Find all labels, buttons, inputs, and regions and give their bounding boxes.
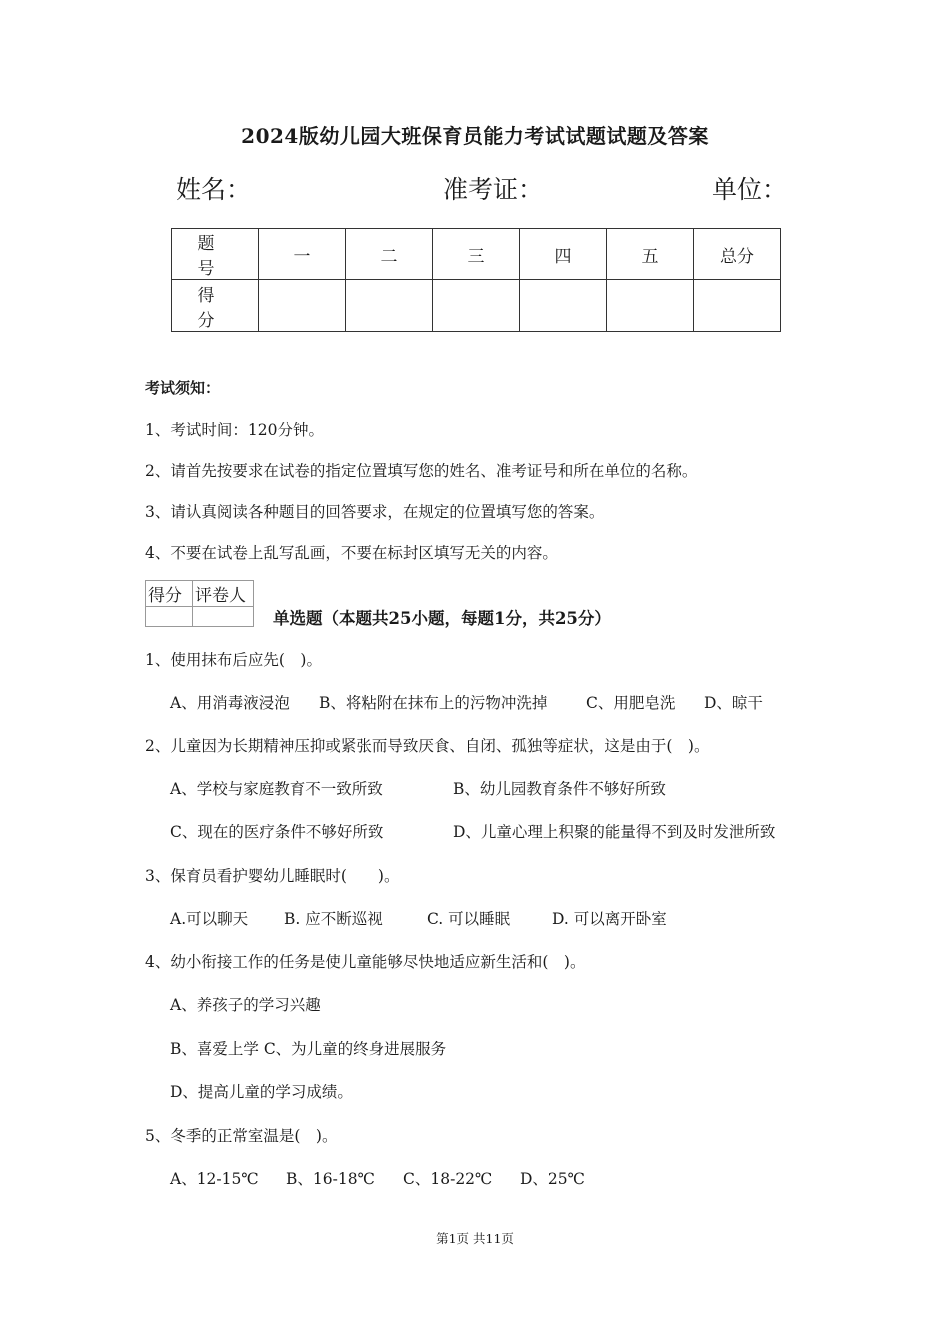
score-cell-5 xyxy=(607,280,694,332)
column-4: 四 xyxy=(520,229,607,280)
option: D、25℃ xyxy=(520,1170,585,1188)
score-cell-total xyxy=(694,280,781,332)
question-stem: 3、保育员看护婴幼儿睡眠时( )。 xyxy=(145,867,400,885)
question-stem: 1、使用抹布后应先( )。 xyxy=(145,651,322,669)
section-title: 单选题（本题共25小题，每题1分，共25分） xyxy=(273,609,611,628)
question-number-label: 题 号 xyxy=(172,229,259,280)
option: C、现在的医疗条件不够好所致 xyxy=(170,823,384,841)
grader-score-label: 得分 xyxy=(146,581,193,607)
page-title: 2024版幼儿园大班保育员能力考试试题试题及答案 xyxy=(241,124,709,148)
note-item: 4、不要在试卷上乱写乱画，不要在标封区填写无关的内容。 xyxy=(145,544,558,562)
question-stem: 5、冬季的正常室温是( )。 xyxy=(145,1127,338,1145)
column-5: 五 xyxy=(607,229,694,280)
notes-title: 考试须知： xyxy=(145,379,221,397)
column-3: 三 xyxy=(433,229,520,280)
option: B、将粘附在抹布上的污物冲洗掉 xyxy=(319,694,548,712)
column-1: 一 xyxy=(259,229,346,280)
score-cell-2 xyxy=(346,280,433,332)
option: C、用肥皂洗 xyxy=(586,694,676,712)
option: A、学校与家庭教育不一致所致 xyxy=(170,780,383,798)
score-cell-1 xyxy=(259,280,346,332)
option: B、16-18℃ xyxy=(286,1170,375,1188)
option: B. 应不断巡视 xyxy=(284,910,383,928)
column-2: 二 xyxy=(346,229,433,280)
option: B、幼儿园教育条件不够好所致 xyxy=(453,780,666,798)
score-cell-3 xyxy=(433,280,520,332)
score-table-score-row xyxy=(172,280,781,332)
option: D、晾干 xyxy=(704,694,763,712)
name-field-label: 姓名： xyxy=(176,175,252,204)
page-footer: 第1页 共11页 xyxy=(436,1231,514,1246)
option: D、提高儿童的学习成绩。 xyxy=(170,1083,353,1101)
option: A、用消毒液浸泡 xyxy=(170,694,290,712)
score-table-header-row xyxy=(172,229,781,280)
grader-name-cell xyxy=(193,607,254,627)
note-item: 2、请首先按要求在试卷的指定位置填写您的姓名、准考证号和所在单位的名称。 xyxy=(145,462,698,480)
note-item: 1、考试时间：120分钟。 xyxy=(145,421,324,439)
score-cell-4 xyxy=(520,280,607,332)
grader-table xyxy=(145,580,254,627)
grader-name-label: 评卷人 xyxy=(193,581,254,607)
question-stem: 4、幼小衔接工作的任务是使儿童能够尽快地适应新生活和( )。 xyxy=(145,953,586,971)
option: A、养孩子的学习兴趣 xyxy=(170,996,321,1014)
exam-id-field-label: 准考证： xyxy=(443,175,544,204)
option: A.可以聊天 xyxy=(170,910,249,928)
option: C. 可以睡眠 xyxy=(427,910,511,928)
option: D. 可以离开卧室 xyxy=(552,910,667,928)
option: A、12-15℃ xyxy=(170,1170,259,1188)
option: C、18-22℃ xyxy=(403,1170,493,1188)
grader-score-cell xyxy=(146,607,193,627)
score-table xyxy=(171,228,781,332)
column-total: 总分 xyxy=(694,229,781,280)
question-stem: 2、儿童因为长期精神压抑或紧张而导致厌食、自闭、孤独等症状，这是由于( )。 xyxy=(145,737,710,755)
option: D、儿童心理上积聚的能量得不到及时发泄所致 xyxy=(453,823,776,841)
note-item: 3、请认真阅读各种题目的回答要求，在规定的位置填写您的答案。 xyxy=(145,503,605,521)
option: B、喜爱上学 C、为儿童的终身进展服务 xyxy=(170,1040,447,1058)
unit-field-label: 单位： xyxy=(712,175,788,204)
score-label: 得 分 xyxy=(172,280,259,332)
